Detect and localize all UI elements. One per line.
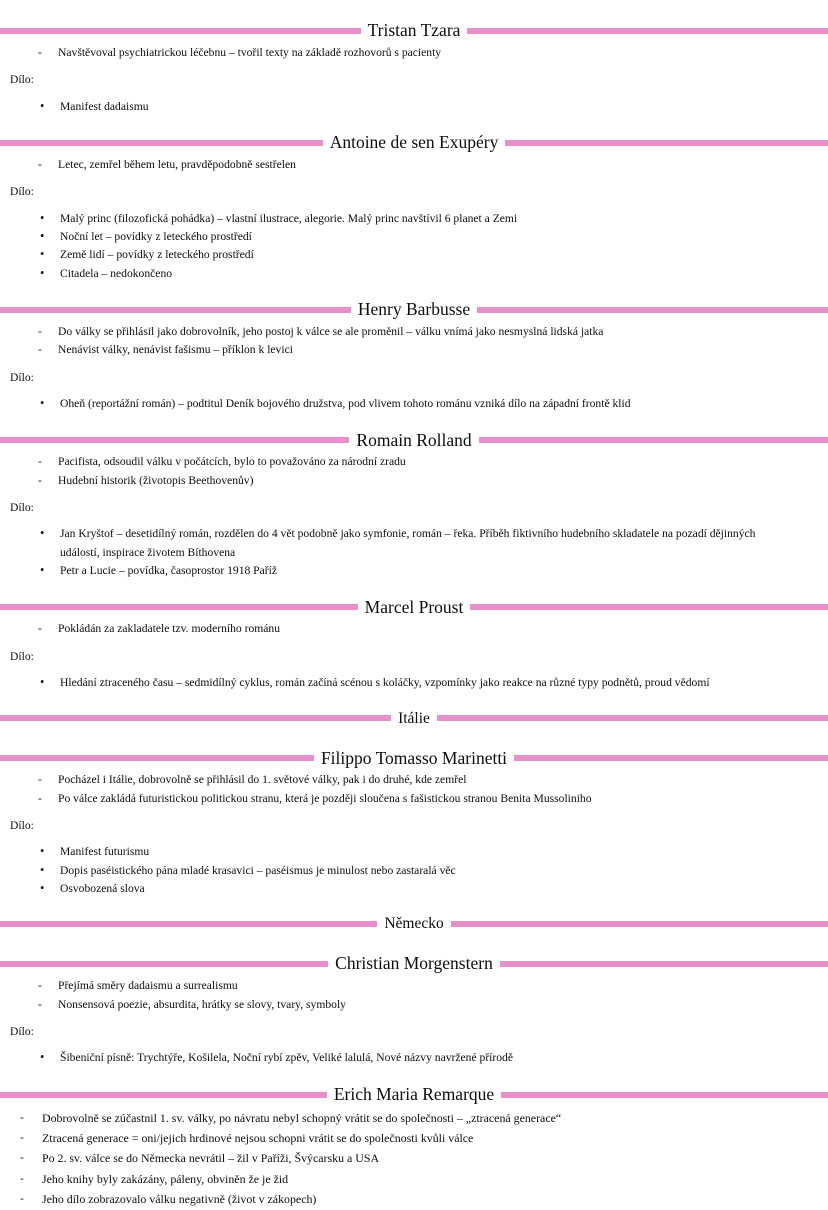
heading-title: Romain Rolland xyxy=(356,429,472,450)
heading-rule-left xyxy=(0,755,314,761)
fact-item: - Letec, zemřel během letu, pravděpodobně sestřelen xyxy=(0,156,828,174)
work-item: • Dopis paséistického pána mladé krasavici – paséismus je minulost nebo zastaralá věc xyxy=(0,862,828,880)
work-item: • Noční let – povídky z leteckého prostředí xyxy=(0,228,828,246)
heading-title: Itálie xyxy=(398,709,430,727)
works-list xyxy=(0,395,828,413)
fact-item: - Ztracená generace = oni/jejich hrdinové nejsou schopni vrátit se do společnosti kvůli válce xyxy=(0,1128,828,1148)
work-item: • Malý princ (filozofická pohádka) – vlastní ilustrace, alegorie. Malý princ navštívil 6 planet a Zemi xyxy=(0,210,828,228)
section-body xyxy=(0,156,828,283)
works-list xyxy=(0,1049,828,1067)
fact-item: - Hudební historik (životopis Beethovenův) xyxy=(0,472,828,490)
fact-item: - Po 2. sv. válce se do Německa nevrátil – žil v Paříži, Švýcarsku a USA xyxy=(0,1148,828,1168)
work-item: • Osvobozená slova xyxy=(0,880,828,898)
fact-item: - Nonsensová poezie, absurdita, hrátky se slovy, tvary, symboly xyxy=(0,996,828,1014)
heading-rule-left xyxy=(0,1092,327,1098)
fact-list xyxy=(0,156,828,174)
section-body xyxy=(0,44,828,116)
fact-item: - Dobrovolně se zúčastnil 1. sv. války, po návratu nebyl schopný vrátit se do společnosti – „ztracená generace“ xyxy=(0,1108,828,1128)
works-label: Dílo: xyxy=(10,649,34,663)
work-item: • Jan Kryštof – desetidílný román, rozdělen do 4 vět podobně jako symfonie, román – řeka. Příběh fiktivního hudebního skladatele na pozadí dějinných událostí, inspirace životem Bíthovena xyxy=(0,525,828,562)
work-item: • Manifest dadaismu xyxy=(0,98,828,116)
heading-rule-right xyxy=(451,921,828,927)
fact-item: - Pocházel i Itálie, dobrovolně se přihlásil do 1. světové války, pak i do druhé, kde zemřel xyxy=(0,771,828,789)
fact-list xyxy=(0,977,828,1014)
fact-item: - Pacifista, odsoudil válku v počátcích, bylo to považováno za národní zradu xyxy=(0,453,828,471)
heading-rule-right xyxy=(501,1092,828,1098)
works-list xyxy=(0,525,828,580)
heading-rule-left xyxy=(0,961,328,967)
works-label: Dílo: xyxy=(10,500,34,514)
fact-item: - Jeho knihy byly zakázány, páleny, obviněn že je žid xyxy=(0,1169,828,1189)
fact-list xyxy=(0,323,828,360)
works-label: Dílo: xyxy=(10,73,34,87)
fact-item: - Do války se přihlásil jako dobrovolník, jeho postoj k válce se ale proměnil – válku vnímá jako nesmyslná lidská jatka xyxy=(0,323,828,341)
section-body xyxy=(0,620,828,692)
section-body xyxy=(0,453,828,580)
work-item: • Citadela – nedokončeno xyxy=(0,265,828,283)
heading-rule-left xyxy=(0,921,377,927)
work-item: • Manifest futurismu xyxy=(0,843,828,861)
fact-item: - Pokládán za zakladatele tzv. moderního románu xyxy=(0,620,828,638)
heading-rule-right xyxy=(505,140,828,146)
fact-item: - Nenávist války, nenávist fašismu – příklon k levici xyxy=(0,341,828,359)
fact-list xyxy=(0,620,828,638)
heading-title: Christian Morgenstern xyxy=(335,953,493,974)
author-heading xyxy=(0,297,828,323)
heading-title: Erich Maria Remarque xyxy=(333,1083,495,1104)
fact-item: - Jeho dílo zobrazovalo válku negativně (život v zákopech) xyxy=(0,1189,828,1209)
heading-rule-right xyxy=(467,28,828,34)
heading-title: Antoine de sen Exupéry xyxy=(329,132,499,153)
fact-list xyxy=(0,453,828,490)
works-list xyxy=(0,674,828,692)
heading-rule-right xyxy=(470,604,828,610)
heading-rule-left xyxy=(0,140,323,146)
section-body xyxy=(0,771,828,898)
work-item: • Šibeniční písně: Trychtýře, Košilela, Noční rybí zpěv, Veliké lalulá, Nové názvy navržené přírodě xyxy=(0,1049,828,1067)
author-heading xyxy=(0,130,828,156)
fact-list xyxy=(0,1108,828,1210)
fact-item: - Navštěvoval psychiatrickou léčebnu – tvořil texty na základě rozhovorů s pacienty xyxy=(0,44,828,62)
fact-list xyxy=(0,771,828,808)
author-heading xyxy=(0,745,828,771)
work-item: • Petr a Lucie – povídka, časoprostor 1918 Paříž xyxy=(0,562,828,580)
works-list xyxy=(0,843,828,898)
heading-title: Německo xyxy=(384,915,444,933)
section-body xyxy=(0,323,828,413)
heading-rule-right xyxy=(514,755,828,761)
heading-title: Marcel Proust xyxy=(364,596,464,617)
heading-rule-left xyxy=(0,437,349,443)
author-heading xyxy=(0,951,828,977)
fact-item: - Přejímá směry dadaismu a surrealismu xyxy=(0,977,828,995)
author-heading xyxy=(0,18,828,44)
region-heading xyxy=(0,705,828,731)
works-list xyxy=(0,210,828,283)
heading-title: Filippo Tomasso Marinetti xyxy=(320,747,508,768)
heading-rule-right xyxy=(479,437,828,443)
works-list xyxy=(0,98,828,116)
work-item: • Země lidí – povídky z leteckého prostředí xyxy=(0,246,828,264)
section-body xyxy=(0,977,828,1067)
author-heading xyxy=(0,1082,828,1108)
author-heading xyxy=(0,594,828,620)
region-heading xyxy=(0,911,828,937)
heading-rule-right xyxy=(477,307,828,313)
work-item: • Oheň (reportážní román) – podtitul Deník bojového družstva, pod vlivem tohoto románu vzniká dílo na západní frontě klid xyxy=(0,395,828,413)
works-label: Dílo: xyxy=(10,818,34,832)
section-body xyxy=(0,1108,828,1210)
heading-rule-left xyxy=(0,307,351,313)
heading-title: Henry Barbusse xyxy=(357,299,471,320)
heading-title: Tristan Tzara xyxy=(367,20,461,41)
work-item: • Hledání ztraceného času – sedmidílný cyklus, román začíná scénou s koláčky, vzpomínky jako reakce na různé typy podnětů, proud vědomí xyxy=(0,674,828,692)
heading-rule-right xyxy=(437,715,828,721)
fact-item: - Po válce zakládá futuristickou politickou stranu, která je později sloučena s fašistickou stranou Benita Mussoliniho xyxy=(0,790,828,808)
heading-rule-left xyxy=(0,604,358,610)
heading-rule-right xyxy=(500,961,828,967)
heading-rule-left xyxy=(0,715,391,721)
works-label: Dílo: xyxy=(10,370,34,384)
works-label: Dílo: xyxy=(10,185,34,199)
fact-list xyxy=(0,44,828,62)
works-label: Dílo: xyxy=(10,1024,34,1038)
heading-rule-left xyxy=(0,28,361,34)
author-heading xyxy=(0,427,828,453)
